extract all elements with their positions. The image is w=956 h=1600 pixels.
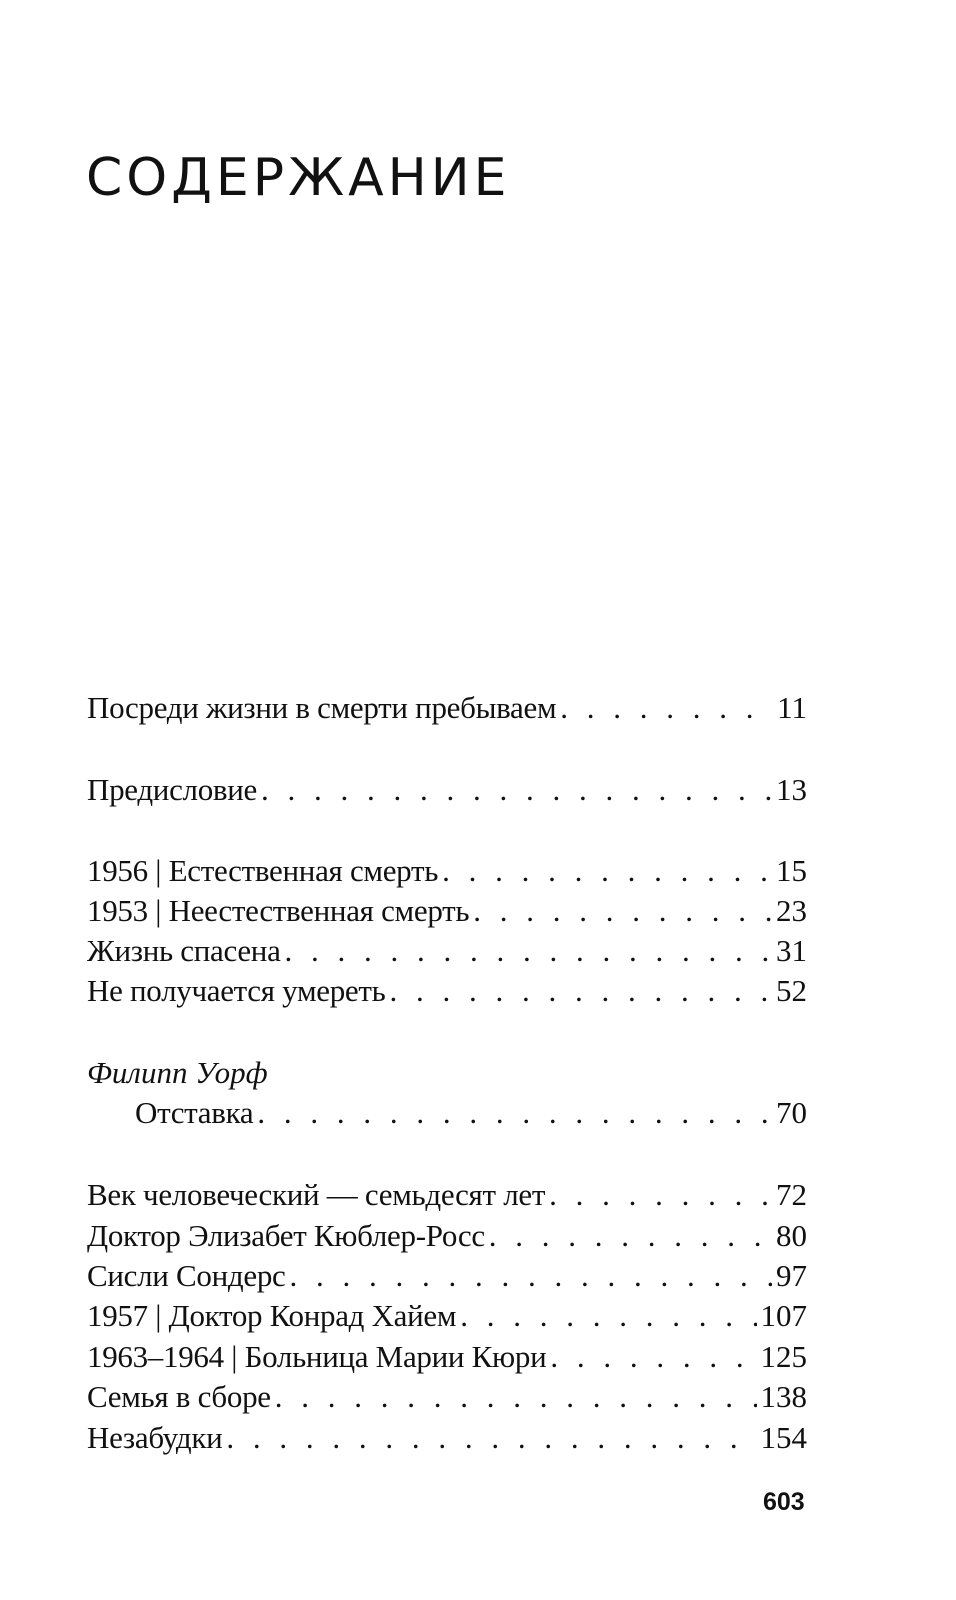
toc-entry <box>87 851 807 891</box>
dot-leader <box>226 1418 756 1458</box>
toc-entry-page: 31 <box>776 933 807 968</box>
dot-leader <box>473 891 772 931</box>
toc-entry-page: 107 <box>760 1298 807 1333</box>
toc-entry-page: 11 <box>777 690 807 725</box>
toc-entry-page: 125 <box>760 1339 807 1374</box>
dot-leader <box>275 1377 757 1417</box>
toc-entry-title: Доктор Элизабет Кюблер-Росс <box>87 1218 485 1253</box>
dot-leader <box>460 1296 756 1336</box>
dot-leader <box>549 1175 772 1215</box>
toc-entry-title: Посреди жизни в смерти пребываем <box>87 690 557 725</box>
dot-leader <box>285 931 772 971</box>
toc-entry <box>87 1337 807 1377</box>
toc-entry <box>87 891 807 931</box>
toc-entry <box>87 931 807 971</box>
toc-entry-title: Семья в сборе <box>87 1379 271 1414</box>
toc-entry-title: Отставка <box>135 1095 254 1130</box>
toc-entry-page: 23 <box>776 893 807 928</box>
toc-entry <box>87 688 807 728</box>
dot-leader <box>442 851 772 891</box>
dot-leader <box>257 1093 772 1133</box>
toc-entry <box>87 1256 807 1296</box>
toc-entry-title: Жизнь спасена <box>87 933 281 968</box>
toc-entry-page: 52 <box>776 973 807 1008</box>
toc-entry <box>87 1216 807 1256</box>
toc-entry-page: 70 <box>776 1095 807 1130</box>
dot-leader <box>560 688 773 728</box>
toc-entry-page: 72 <box>776 1177 807 1212</box>
toc-entry-title: 1953 | Неестественная смерть <box>87 893 470 928</box>
toc-entry-title: Не получается умереть <box>87 973 386 1008</box>
toc-entry-title: 1963–1964 | Больница Марии Кюри <box>87 1339 547 1374</box>
toc-entry-page: 154 <box>760 1420 807 1455</box>
toc-entry <box>87 770 807 810</box>
toc-entry-title: Предисловие <box>87 772 258 807</box>
toc-entry-page: 80 <box>776 1218 807 1253</box>
toc-entry-page: 13 <box>776 772 807 807</box>
toc-entry-page: 15 <box>776 853 807 888</box>
toc-entry-title: 1957 | Доктор Конрад Хайем <box>87 1298 457 1333</box>
page-title: СОДЕРЖАНИЕ <box>86 148 511 208</box>
toc-entry-page: 138 <box>760 1379 807 1414</box>
toc-entry <box>87 1418 807 1458</box>
toc-entry <box>87 1296 807 1336</box>
toc-entry-page: 97 <box>776 1258 807 1293</box>
toc-entry-title: 1956 | Естественная смерть <box>87 853 439 888</box>
dot-leader <box>261 770 772 810</box>
toc-entry <box>87 971 807 1011</box>
toc-author: Филипп Уорф <box>87 1055 268 1090</box>
toc-entry-title: Незабудки <box>87 1420 223 1455</box>
page-number: 603 <box>763 1488 805 1516</box>
dot-leader <box>290 1256 773 1296</box>
toc-entry-title: Сисли Сондерс <box>87 1258 286 1293</box>
toc-entry <box>87 1175 807 1215</box>
toc-entry <box>87 1093 807 1133</box>
dot-leader <box>550 1337 756 1377</box>
toc-entry <box>87 1377 807 1417</box>
toc-entry-title: Век человеческий — семьдесят лет <box>87 1177 546 1212</box>
dot-leader <box>489 1216 772 1256</box>
dot-leader <box>389 971 772 1011</box>
